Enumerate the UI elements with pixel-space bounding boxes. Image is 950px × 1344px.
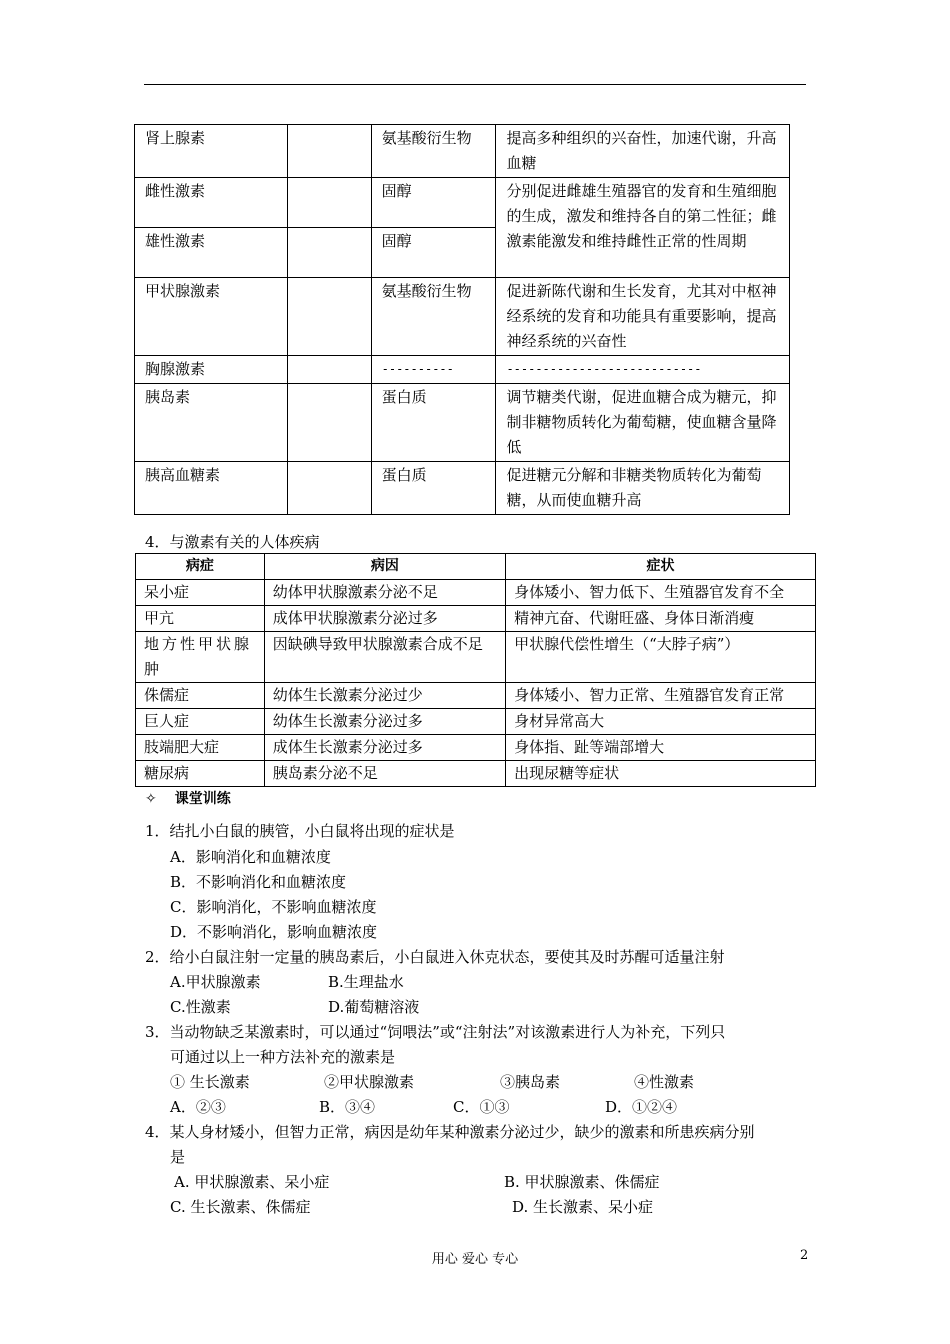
hormone-function: 提高多种组织的兴奋性，加速代谢，升高血糖 [496,125,790,178]
disease-symptom: 精神亢奋、代谢旺盛、身体日渐消瘦 [506,606,816,632]
hormone-nature: 固醇 [371,228,496,278]
question-4-stem-line2: 是 [170,1148,186,1166]
hormone-name: 胸腺激素 [135,356,288,384]
question-4-option-b: B. 甲状腺激素、侏儒症 [504,1173,660,1191]
hormone-nature: 氨基酸衍生物 [371,125,496,178]
question-3-item-4: ④性激素 [634,1073,695,1091]
hormone-table [134,124,790,515]
question-2-option-d: D.葡萄糖溶液 [328,998,420,1016]
table-row [136,683,816,709]
table-row [136,580,816,606]
question-3-stem-line1: 3．当动物缺乏某激素时，可以通过“饲喂法”或“注射法”对该激素进行人为补充，下列只 [145,1023,726,1041]
header-rule [144,84,806,85]
section-heading [145,787,231,812]
hormone-nature: 蛋白质 [371,384,496,462]
hormone-name: 肾上腺素 [135,125,288,178]
disease-symptom: 身材异常高大 [506,709,816,735]
hormone-nature: 氨基酸衍生物 [371,278,496,356]
hormone-name: 胰高血糖素 [135,462,288,515]
table-row [136,709,816,735]
hormone-gland [287,278,371,356]
table-row [136,632,816,683]
section-title: 课堂训练 [174,791,231,807]
question-3-item-3: ③胰岛素 [500,1073,561,1091]
disease-name: 侏儒症 [136,683,265,709]
question-3-item-2: ②甲状腺激素 [324,1073,415,1091]
disease-name: 肢端肥大症 [136,735,265,761]
question-2-option-a: A.甲状腺激素 [170,973,261,991]
question-3-option-b: B．③④ [319,1098,376,1116]
table-row [135,356,790,384]
table-row [136,761,816,787]
hormone-name: 甲状腺激素 [135,278,288,356]
hormone-gland [287,462,371,515]
column-header: 病因 [264,554,505,580]
disease-name: 糖尿病 [136,761,265,787]
question-3-option-a: A．②③ [170,1098,226,1116]
hormone-nature: ---------- [371,356,496,384]
disease-section-title: 4．与激素有关的人体疾病 [145,533,320,551]
question-1-option-b: B．不影响消化和血糖浓度 [170,873,347,891]
disease-cause: 成体甲状腺激素分泌过多 [264,606,505,632]
question-1-option-a: A．影响消化和血糖浓度 [170,848,331,866]
hormone-function: 调节糖类代谢，促进血糖合成为糖元，抑制非糖物质转化为葡萄糖，使血糖含量降低 [496,384,790,462]
table-row [135,178,790,228]
hormone-name: 胰岛素 [135,384,288,462]
hormone-gland [287,228,371,278]
question-3-option-d: D．①②④ [605,1098,678,1116]
table-row [136,735,816,761]
disease-name: 巨人症 [136,709,265,735]
disease-name: 呆小症 [136,580,265,606]
hormone-gland [287,356,371,384]
disease-name: 地方性甲状腺肿 [136,632,265,683]
disease-symptom: 身体矮小、智力低下、生殖器官发育不全 [506,580,816,606]
question-2-stem: 2．给小白鼠注射一定量的胰岛素后，小白鼠进入休克状态，要使其及时苏醒可适量注射 [145,948,725,966]
hormone-gland [287,384,371,462]
disease-cause: 幼体生长激素分泌过多 [264,709,505,735]
disease-symptom: 身体矮小、智力正常、生殖器官发育正常 [506,683,816,709]
hormone-nature: 蛋白质 [371,462,496,515]
question-1-stem: 1．结扎小白鼠的胰管，小白鼠将出现的症状是 [145,822,455,840]
question-4-stem-line1: 4．某人身材矮小，但智力正常，病因是幼年某种激素分泌过少，缺少的激素和所患疾病分别 [145,1123,755,1141]
table-row [135,384,790,462]
table-row [135,125,790,178]
disease-cause: 成体生长激素分泌过多 [264,735,505,761]
disease-symptom: 出现尿糖等症状 [506,761,816,787]
question-3-option-c: C．①③ [453,1098,510,1116]
question-4-option-c: C. 生长激素、侏儒症 [170,1198,311,1216]
disease-cause: 因缺碘导致甲状腺激素合成不足 [264,632,505,683]
hormone-nature: 固醇 [371,178,496,228]
question-2-option-b: B.生理盐水 [328,973,404,991]
disease-symptom: 身体指、趾等端部增大 [506,735,816,761]
page-footer: 用心 爱心 专心 [431,1252,519,1267]
question-2-option-c: C.性激素 [170,998,231,1016]
disease-name: 甲亢 [136,606,265,632]
hormone-function: 促进糖元分解和非糖类物质转化为葡萄糖，从而使血糖升高 [496,462,790,515]
column-header: 症状 [506,554,816,580]
hormone-function: 促进新陈代谢和生长发育，尤其对中枢神经系统的发育和功能具有重要影响，提高神经系统的兴奋性 [496,278,790,356]
hormone-name: 雌性激素 [135,178,288,228]
hormone-name: 雄性激素 [135,228,288,278]
question-4-option-d: D. 生长激素、呆小症 [512,1198,654,1216]
disease-table [135,553,816,787]
question-3-stem-line2: 可通过以上一种方法补充的激素是 [170,1048,396,1066]
table-row [136,606,816,632]
hormone-gland [287,178,371,228]
question-1-option-c: C．影响消化，不影响血糖浓度 [170,898,377,916]
table-row [135,462,790,515]
disease-cause: 胰岛素分泌不足 [264,761,505,787]
question-3-item-1: ① 生长激素 [170,1073,250,1091]
hormone-function: 分别促进雌雄生殖器官的发育和生殖细胞的生成，激发和维持各自的第二性征；雌激素能激发和维持雌性正常的性周期 [496,178,790,278]
diamond-icon: ✧ [145,791,157,807]
hormone-function: --------------------------- [496,356,790,384]
table-header-row [136,554,816,580]
disease-cause: 幼体甲状腺激素分泌不足 [264,580,505,606]
question-4-option-a: A. 甲状腺激素、呆小症 [174,1173,330,1191]
page-number: 2 [800,1248,809,1263]
disease-cause: 幼体生长激素分泌过少 [264,683,505,709]
column-header: 病症 [136,554,265,580]
question-1-option-d: D．不影响消化，影响血糖浓度 [170,923,378,941]
table-row [135,278,790,356]
disease-symptom: 甲状腺代偿性增生（“大脖子病”） [506,632,816,683]
hormone-gland [287,125,371,178]
